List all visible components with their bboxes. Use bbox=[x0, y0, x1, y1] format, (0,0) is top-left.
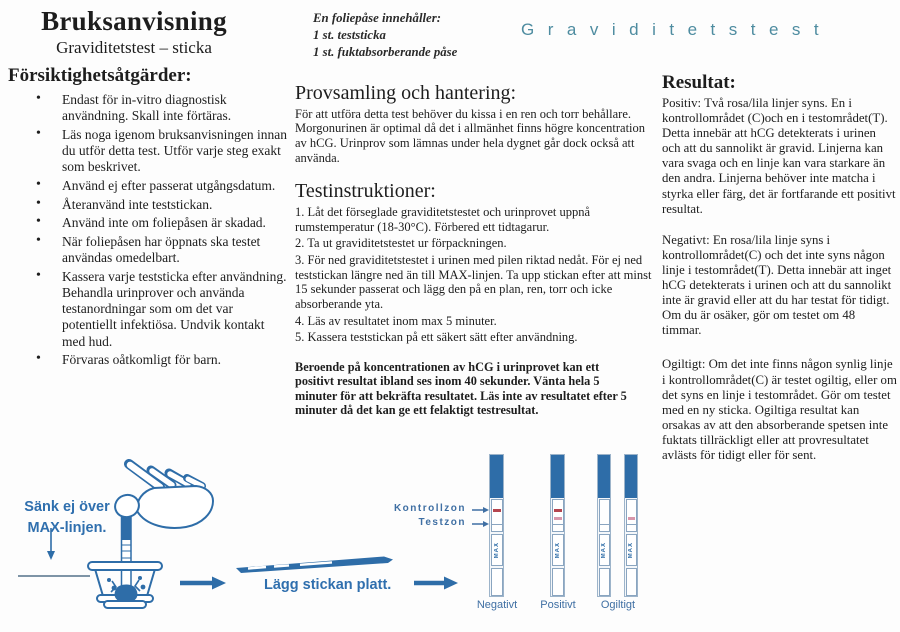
flat-strip-icon bbox=[236, 557, 393, 574]
package-contents-item: 1 st. teststicka bbox=[313, 27, 386, 42]
precautions-list bbox=[8, 92, 290, 369]
precaution-item: • När foliepåsen har öppnats ska testet användas omedelbart. bbox=[34, 234, 290, 266]
precaution-item: • Använd ej efter passerat utgångsdatum. bbox=[34, 178, 290, 194]
results-column bbox=[662, 72, 897, 463]
results-heading: Resultat: bbox=[662, 72, 736, 93]
dip-caption: Sänk ej över MAX-linjen. bbox=[24, 499, 110, 537]
precaution-item: • Använd inte om foliepåsen är skadad. bbox=[34, 215, 290, 231]
strip-handle bbox=[551, 455, 564, 498]
control-zone-label: Kontrollzon bbox=[393, 503, 466, 514]
strip-max-mark: MAX bbox=[626, 534, 637, 566]
instruction-step: 5. Kassera teststickan på ett säkert sätt efter användning. bbox=[295, 330, 578, 345]
control-line bbox=[554, 509, 562, 512]
package-contents-item: 1 st. fuktabsorberande påse bbox=[313, 44, 458, 59]
strip-result-window bbox=[552, 499, 564, 532]
strip-result-window bbox=[626, 499, 637, 532]
package-contents-intro: En foliepåse innehåller: bbox=[313, 11, 441, 25]
beaker-icon bbox=[88, 562, 162, 608]
result-invalid-text: Ogiltigt: Om det inte finns någon synlig linje i kontrollområdet(C) är testet ogiltig, eller om det syns en linje i testområdet. Gör om testet med en ny sticka. Ogiltiga resultat kan orsakas av att den absorberande spetsen inte fuktats tillräckligt eller att provresultatet avlästs för tidigt eller för sent. bbox=[662, 357, 897, 462]
page-subtitle: Graviditetstest – sticka bbox=[56, 38, 212, 57]
instruction-step: 3. För ned graviditetstestet i urinen med pilen riktad nedåt. För ej ned teststickan längre ned än till MAX-linjen. Ta upp stickan efter att minst 15 sekunder passerat och lägg den på en plan, ren, torr och icke absorberande yta. bbox=[295, 253, 652, 311]
instruction-step: 1. Låt det förseglade graviditetstestet och urinprovet uppnå rumstemperatur (18-30°C). Förbered ett tidtagarur. bbox=[295, 205, 591, 234]
instruction-step: 4. Läs av resultatet inom max 5 minuter. bbox=[295, 313, 497, 328]
strip-label-positive: Positivt bbox=[540, 599, 576, 611]
strip-max-mark: MAX bbox=[552, 534, 564, 566]
strip-max-mark: MAX bbox=[599, 534, 610, 566]
precaution-item: • Läs noga igenom bruksanvisningen innan du utför detta test. Utför varje steg exakt som beskrivet. bbox=[34, 127, 290, 176]
test-strip-invalid-2 bbox=[624, 454, 638, 597]
arrow-right-icon bbox=[414, 577, 458, 590]
strip-handle bbox=[625, 455, 637, 498]
strip-result-window bbox=[491, 499, 503, 532]
sampling-body: För att utföra detta test behöver du kissa i en ren och torr behållare. Morgonurinen är optimal då det i allmänhet finns högre koncentration av hCG. Urinprov som lämnas under hela dygnet går dock också att använda. bbox=[295, 106, 646, 165]
strip-label-invalid: Ogiltigt bbox=[600, 599, 636, 611]
left-column bbox=[8, 6, 290, 371]
instructions-heading: Testinstruktioner: bbox=[295, 180, 436, 203]
precaution-item: • Endast för in-vitro diagnostisk användning. Skall inte förtäras. bbox=[34, 92, 290, 124]
strip-result-window bbox=[599, 499, 610, 532]
result-negative-text: Negativt: En rosa/lila linje syns i kontrollområdet(C) och det inte syns någon linje i testområdet(T). Detta innebär att inget hCG detekterats i urinen och att du sannolikt inte är gravid eller att du har testat för tidigt. Om du är osäker, gör om testet om 48 timmar. bbox=[662, 232, 892, 338]
strip-handle bbox=[490, 455, 503, 498]
precaution-item: • Återanvänd inte teststickan. bbox=[34, 197, 290, 213]
strip-label-negative: Negativt bbox=[476, 599, 518, 611]
precaution-item: • Kassera varje teststicka efter användning. Behandla urinprover och använda testanordningar som om det var potentiellt infektiösa. Undvik kontakt med hud. bbox=[34, 269, 290, 350]
arrow-right-icon bbox=[180, 577, 226, 590]
test-strip-negative bbox=[489, 454, 504, 597]
test-zone-label: Testzon bbox=[418, 517, 466, 528]
brand-wordmark: Graviditetstest bbox=[521, 20, 833, 39]
sampling-heading: Provsamling och hantering: bbox=[295, 81, 517, 104]
test-strip-positive bbox=[550, 454, 565, 597]
test-zone-arrow-icon bbox=[472, 521, 489, 527]
strip-handle bbox=[598, 455, 610, 498]
precautions-heading: Försiktighetsåtgärder: bbox=[8, 65, 192, 86]
result-positive-text: Positiv: Två rosa/lila linjer syns. En i kontrollområdet (C)och en i testområdet(T). Detta innebär att hCG detekterats i urinen och att du sannolikt är gravid. Linjerna kan vara svaga och en linje kan vara starkare än den andra. Linjerna behöver inte matcha i styrka eller färg, det är fortfarande ett positivt resultat. bbox=[662, 96, 896, 216]
test-line bbox=[628, 517, 635, 520]
middle-column bbox=[295, 10, 653, 430]
test-line bbox=[554, 517, 562, 520]
precaution-item: • Förvaras oåtkomligt för barn. bbox=[34, 352, 290, 368]
timing-warning-note: Beroende på koncentrationen av hCG i urinprovet kan ett positivt resultat ibland ses inom 40 sekunder. Vänta hela 5 minuter för att bekräfta resultatet. Läs inte av resultatet efter 5 minuter då det kan ge ett felaktigt testresultat. bbox=[295, 359, 627, 417]
page-title: Bruksanvisning bbox=[41, 6, 227, 36]
test-strip-invalid-1 bbox=[597, 454, 611, 597]
flat-caption: Lägg stickan platt. bbox=[264, 577, 392, 593]
instruction-step: 2. Ta ut graviditetstestet ur förpackningen. bbox=[295, 236, 507, 251]
control-zone-arrow-icon bbox=[472, 507, 489, 513]
instruction-steps bbox=[295, 205, 653, 345]
strip-max-mark: MAX bbox=[491, 534, 503, 566]
control-line bbox=[493, 509, 501, 512]
